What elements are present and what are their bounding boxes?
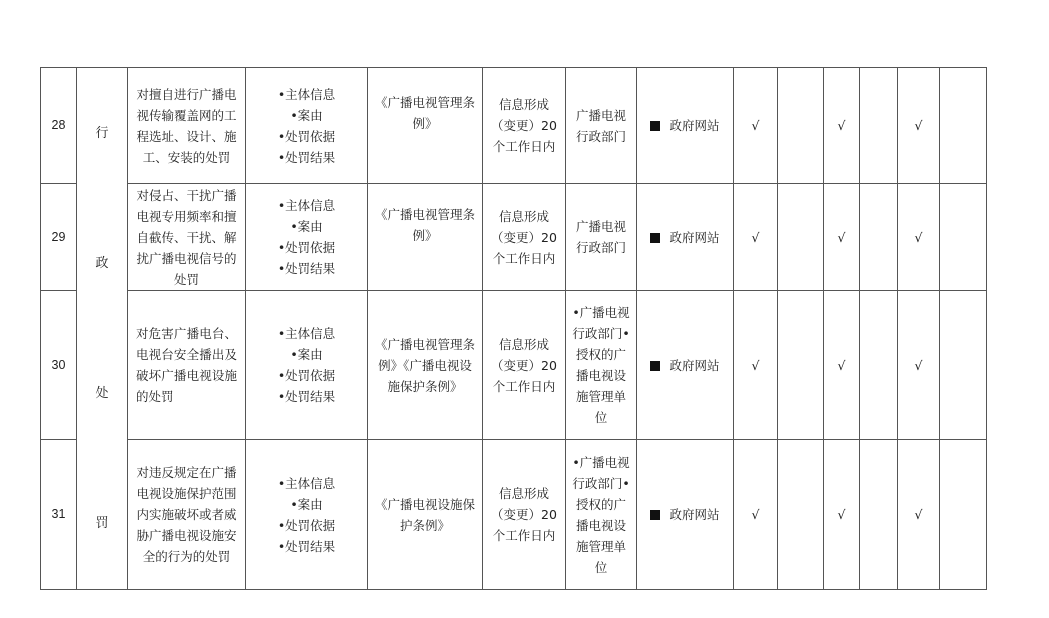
check-cell: √ xyxy=(898,184,940,291)
content-items-cell xyxy=(246,291,368,440)
check-cell: √ xyxy=(824,291,860,440)
table-row xyxy=(41,440,987,590)
matter-cell: 对侵占、干扰广播电视专用频率和擅自截传、干扰、解扰广播电视信号的处罚 xyxy=(128,184,246,291)
check-cell: √ xyxy=(824,68,860,184)
basis-cell: 《广播电视管理条例》 xyxy=(368,68,483,184)
check-cell xyxy=(860,184,898,291)
content-item: •处罚结果 xyxy=(277,149,336,165)
matter-cell: 对危害广播电台、电视台安全播出及破坏广播电视设施的处罚 xyxy=(128,291,246,440)
row-number: 31 xyxy=(41,440,77,590)
square-bullet-icon xyxy=(650,121,660,131)
category-char: 政 xyxy=(95,256,109,271)
matter-cell: 对违反规定在广播电视设施保护范围内实施破坏或者威胁广播电视设施安全的行为的处罚 xyxy=(128,440,246,590)
content-item: •案由 xyxy=(290,347,323,362)
check-cell: √ xyxy=(898,68,940,184)
channel-cell xyxy=(637,440,734,590)
check-cell xyxy=(940,440,987,590)
channel-label: 政府网站 xyxy=(669,229,720,245)
check-cell: √ xyxy=(898,440,940,590)
check-cell: √ xyxy=(734,291,778,440)
channel-label: 政府网站 xyxy=(669,118,720,133)
check-cell: √ xyxy=(824,184,860,291)
channel-cell xyxy=(637,68,734,184)
content-item: •处罚结果 xyxy=(277,261,336,276)
channel-label: 政府网站 xyxy=(669,507,720,522)
check-cell xyxy=(940,68,987,184)
channel-cell xyxy=(637,291,734,440)
check-cell xyxy=(860,291,898,440)
content-item: •处罚结果 xyxy=(277,389,336,404)
content-item: •处罚结果 xyxy=(277,538,336,554)
subject-cell: •广播电视行政部门•授权的广播电视设施管理单位 xyxy=(566,291,637,440)
subject-cell: •广播电视行政部门•授权的广播电视设施管理单位 xyxy=(566,440,637,590)
subject-cell: 广播电视行政部门 xyxy=(566,184,637,291)
channel-label: 政府网站 xyxy=(669,357,720,373)
category-char: 处 xyxy=(95,386,109,401)
content-item: •主体信息 xyxy=(277,86,336,102)
time-limit-cell: 信息形成（变更）20个工作日内 xyxy=(483,440,566,590)
content-item: •主体信息 xyxy=(277,198,336,213)
content-item: •处罚依据 xyxy=(277,517,336,533)
table-row xyxy=(41,184,987,291)
content-item: •主体信息 xyxy=(277,326,336,341)
check-cell: √ xyxy=(734,184,778,291)
table-row xyxy=(41,68,987,184)
check-cell xyxy=(940,291,987,440)
check-cell xyxy=(778,291,824,440)
category-char: 行 xyxy=(95,126,109,141)
check-cell xyxy=(940,184,987,291)
content-item: •处罚依据 xyxy=(277,368,336,383)
subject-cell: 广播电视行政部门 xyxy=(566,68,637,184)
content-item: •主体信息 xyxy=(277,475,336,491)
check-cell xyxy=(778,440,824,590)
content-items-cell xyxy=(246,184,368,291)
category-cell xyxy=(77,68,128,590)
row-number: 28 xyxy=(41,68,77,184)
table-row xyxy=(41,291,987,440)
basis-cell: 《广播电视管理条例》 xyxy=(368,184,483,291)
check-cell xyxy=(778,184,824,291)
content-item: •案由 xyxy=(290,496,323,512)
row-number: 29 xyxy=(41,184,77,291)
time-limit-cell: 信息形成（变更）20个工作日内 xyxy=(483,68,566,184)
content-items-cell xyxy=(246,68,368,184)
disclosure-table xyxy=(40,67,987,590)
check-cell: √ xyxy=(824,440,860,590)
check-cell: √ xyxy=(898,291,940,440)
square-bullet-icon xyxy=(650,233,660,243)
content-items-cell xyxy=(246,440,368,590)
check-cell: √ xyxy=(734,68,778,184)
channel-cell xyxy=(637,184,734,291)
time-limit-cell: 信息形成（变更）20个工作日内 xyxy=(483,291,566,440)
content-item: •处罚依据 xyxy=(277,240,336,255)
basis-cell: 《广播电视管理条例》《广播电视设施保护条例》 xyxy=(368,291,483,440)
category-char: 罚 xyxy=(95,516,109,531)
content-item: •案由 xyxy=(290,107,323,123)
basis-cell: 《广播电视设施保护条例》 xyxy=(368,440,483,590)
row-number: 30 xyxy=(41,291,77,440)
check-cell: √ xyxy=(734,440,778,590)
check-cell xyxy=(860,68,898,184)
time-limit-cell: 信息形成（变更）20个工作日内 xyxy=(483,184,566,291)
check-cell xyxy=(860,440,898,590)
check-cell xyxy=(778,68,824,184)
square-bullet-icon xyxy=(650,361,660,371)
content-item: •案由 xyxy=(290,219,323,234)
matter-cell: 对擅自进行广播电视传输覆盖网的工程选址、设计、施工、安装的处罚 xyxy=(128,68,246,184)
content-item: •处罚依据 xyxy=(277,128,336,144)
square-bullet-icon xyxy=(650,510,660,520)
